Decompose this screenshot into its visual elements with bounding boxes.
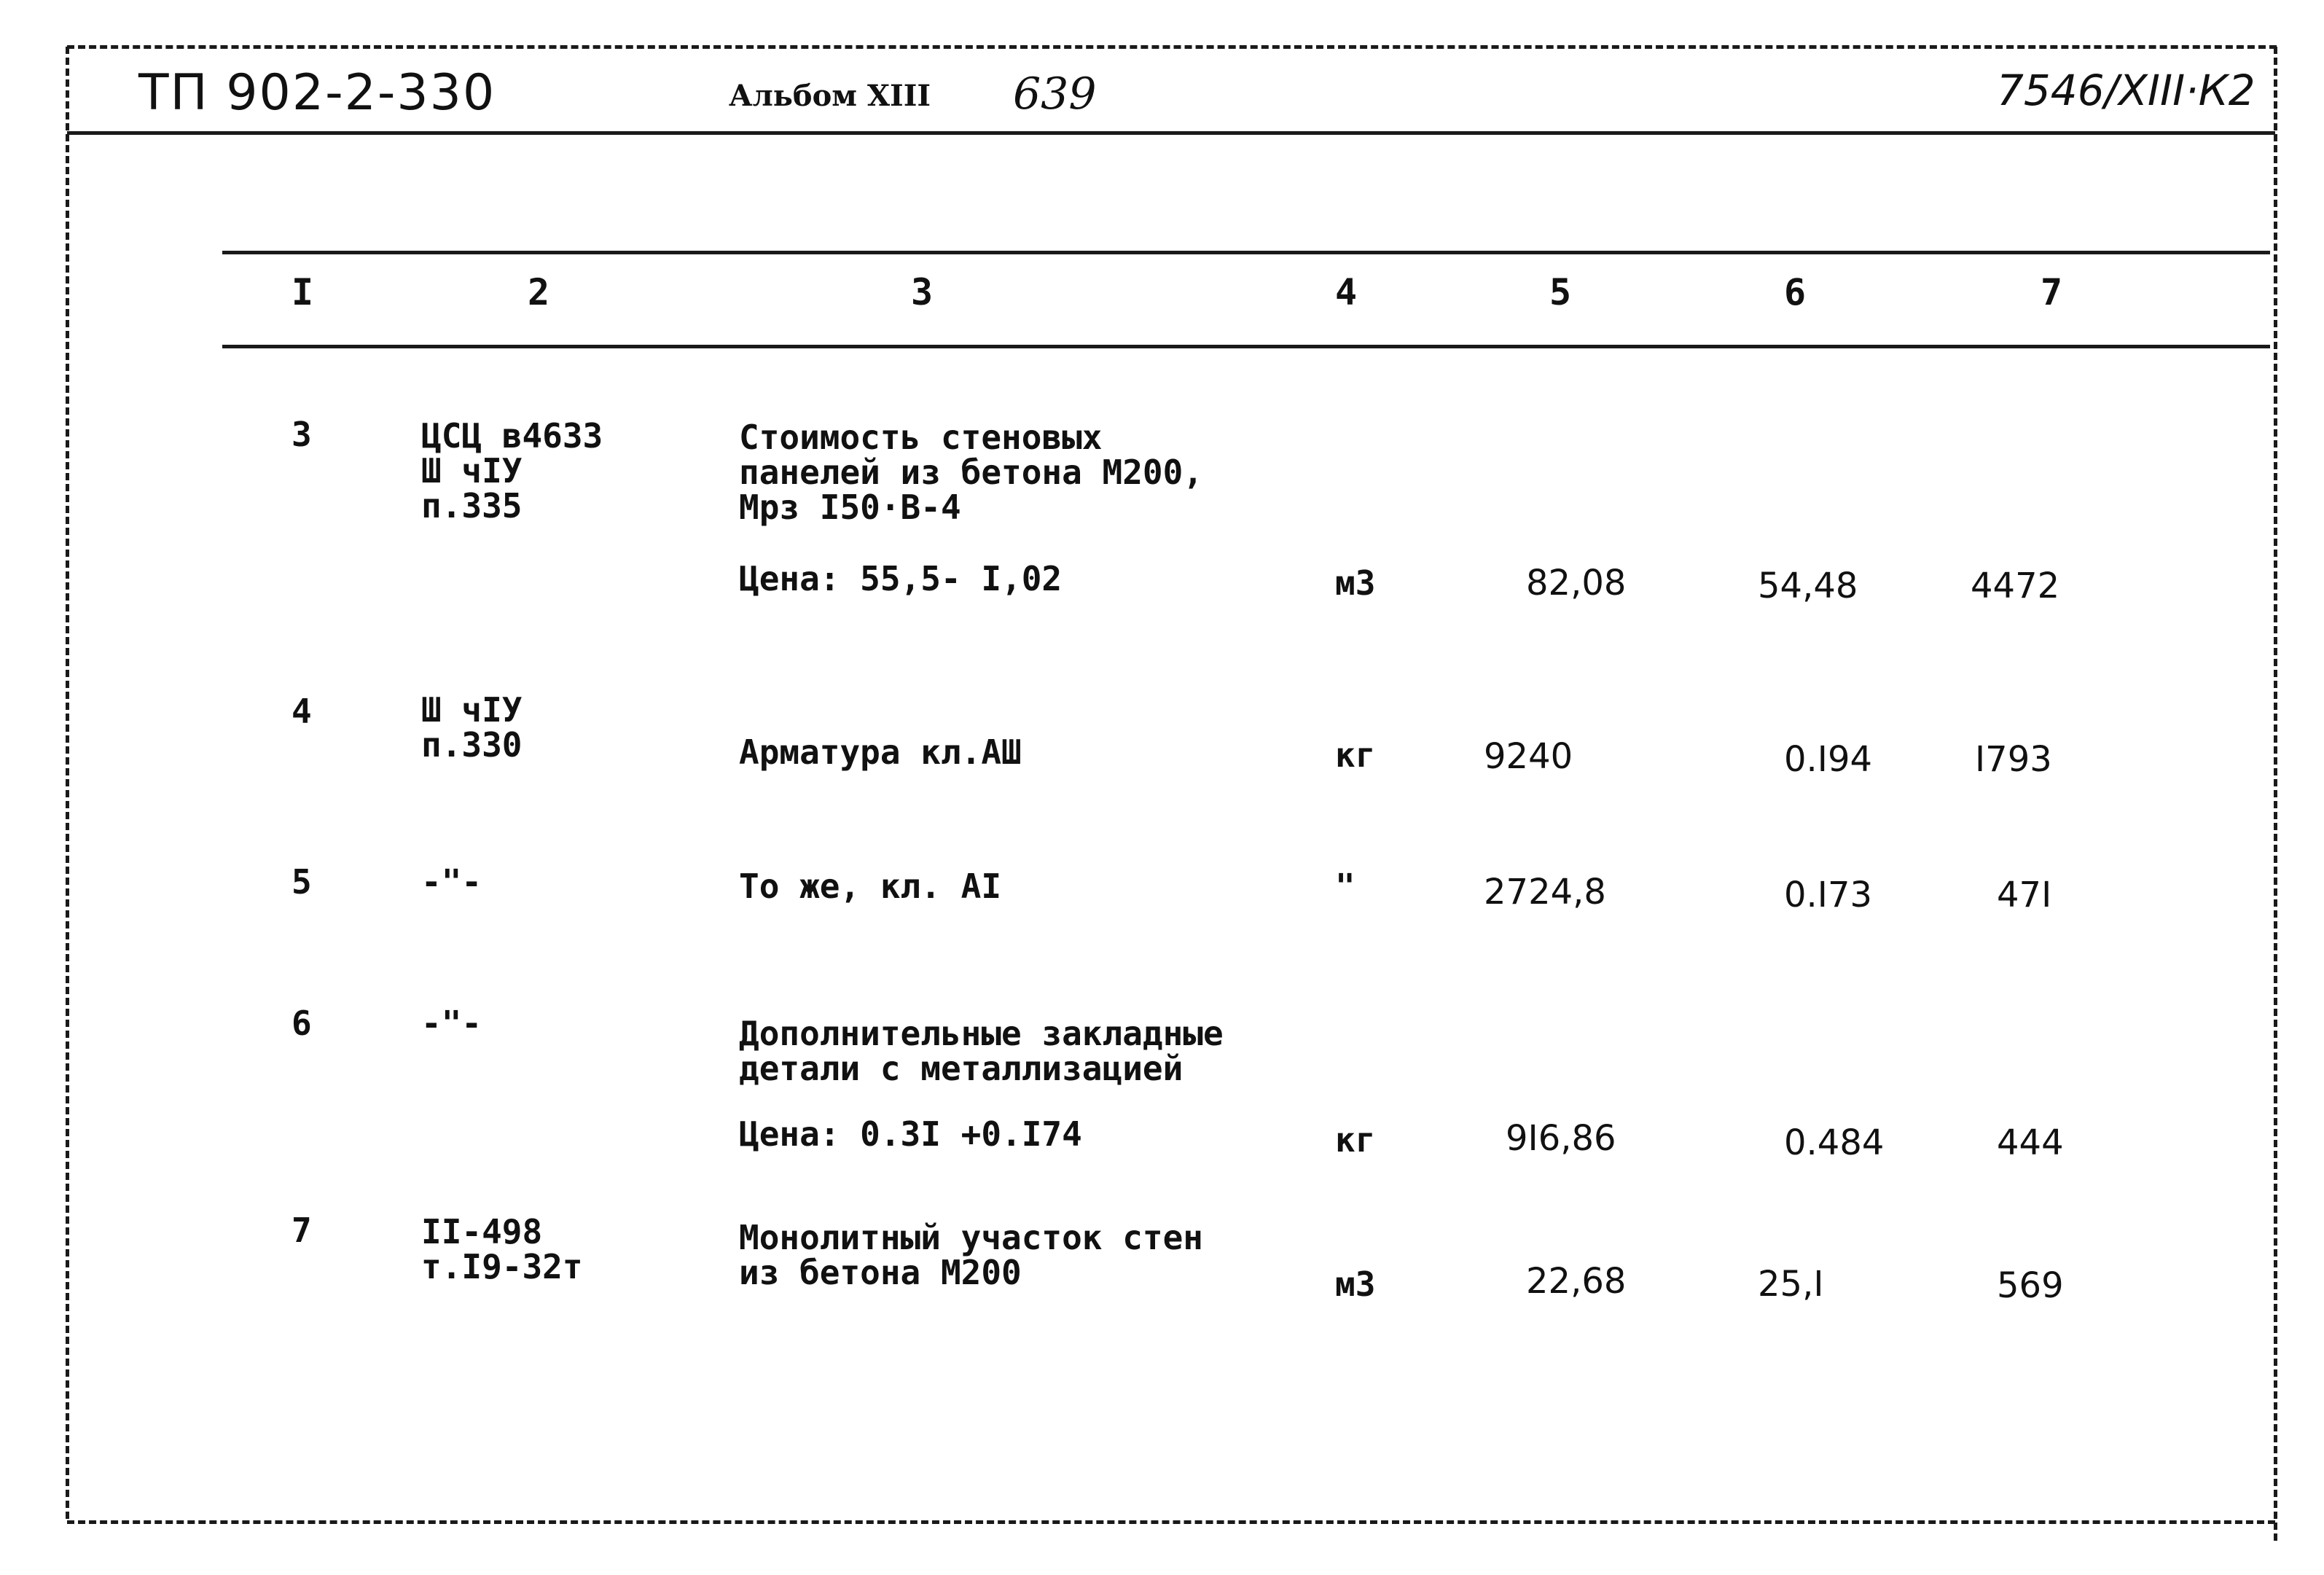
row-description: То же, кл. АI	[739, 867, 1002, 906]
table-header-top-rule	[222, 251, 2270, 254]
row-reference: Ш чIУ п.330	[421, 690, 523, 765]
row-number: 4	[292, 692, 312, 731]
row-unit: кг	[1335, 735, 1376, 775]
row-unit-price: 54,48	[1758, 566, 1858, 606]
row-description: Арматура кл.АШ	[739, 732, 1022, 772]
row-quantity: 9240	[1484, 736, 1573, 777]
row-quantity: 2724,8	[1484, 872, 1606, 912]
row-unit-price: 25,I	[1758, 1264, 1824, 1305]
frame-bottom-border	[67, 1520, 2275, 1524]
row-reference: -"-	[421, 862, 482, 902]
row-quantity: 9I6,86	[1506, 1118, 1616, 1159]
header-rule	[67, 131, 2275, 135]
sheet-number: 639	[1013, 69, 1097, 120]
row-total: 4472	[1971, 566, 2060, 606]
row-description: Монолитный участок стен из бетона М200	[739, 1218, 1203, 1292]
column-number-6: 6	[1784, 271, 1807, 313]
column-number-7: 7	[2041, 271, 2063, 313]
inventory-number: 7546/XIII·К2	[1997, 66, 2255, 115]
frame-top-border	[67, 45, 2277, 49]
row-description: Дополнительные закладные детали с металлизацией	[739, 1014, 1224, 1088]
row-number: 3	[292, 415, 312, 454]
table-header-bottom-rule	[222, 345, 2270, 348]
row-total: 444	[1997, 1122, 2064, 1163]
row-unit: м3	[1335, 563, 1376, 603]
row-price-formula: Цена: 0.3I +0.I74	[739, 1114, 1082, 1154]
column-number-2: 2	[528, 271, 550, 313]
row-unit: кг	[1335, 1120, 1376, 1160]
row-unit: м3	[1335, 1265, 1376, 1304]
album-label: Альбом XIII	[729, 79, 931, 113]
row-reference: ЦСЦ в4633 Ш чIУ п.335	[421, 416, 603, 525]
row-number: 7	[292, 1211, 312, 1250]
column-number-3: 3	[911, 271, 934, 313]
row-unit: "	[1335, 867, 1355, 906]
frame-left-border	[66, 47, 69, 1519]
row-description: Стоимость стеновых панелей из бетона М200, Мрз I50·В-4	[739, 418, 1203, 527]
column-number-1: I	[292, 271, 314, 313]
row-unit-price: 0.484	[1784, 1122, 1885, 1163]
row-total: 569	[1997, 1265, 2064, 1306]
document-code: ТП 902-2-330	[138, 64, 496, 122]
row-total: 47I	[1997, 875, 2052, 915]
row-unit-price: 0.I73	[1784, 875, 1873, 915]
row-quantity: 82,08	[1526, 563, 1627, 603]
row-reference: II-498 т.I9-32т	[421, 1212, 583, 1286]
frame-right-border	[2274, 47, 2277, 1541]
row-unit-price: 0.I94	[1784, 739, 1873, 780]
row-number: 5	[292, 862, 312, 902]
row-total: I793	[1975, 739, 2052, 780]
row-reference: -"-	[421, 1004, 482, 1043]
row-price-formula: Цена: 55,5- I,02	[739, 559, 1063, 598]
column-number-4: 4	[1335, 271, 1358, 313]
row-quantity: 22,68	[1526, 1261, 1627, 1302]
row-number: 6	[292, 1004, 312, 1043]
column-number-5: 5	[1549, 271, 1572, 313]
